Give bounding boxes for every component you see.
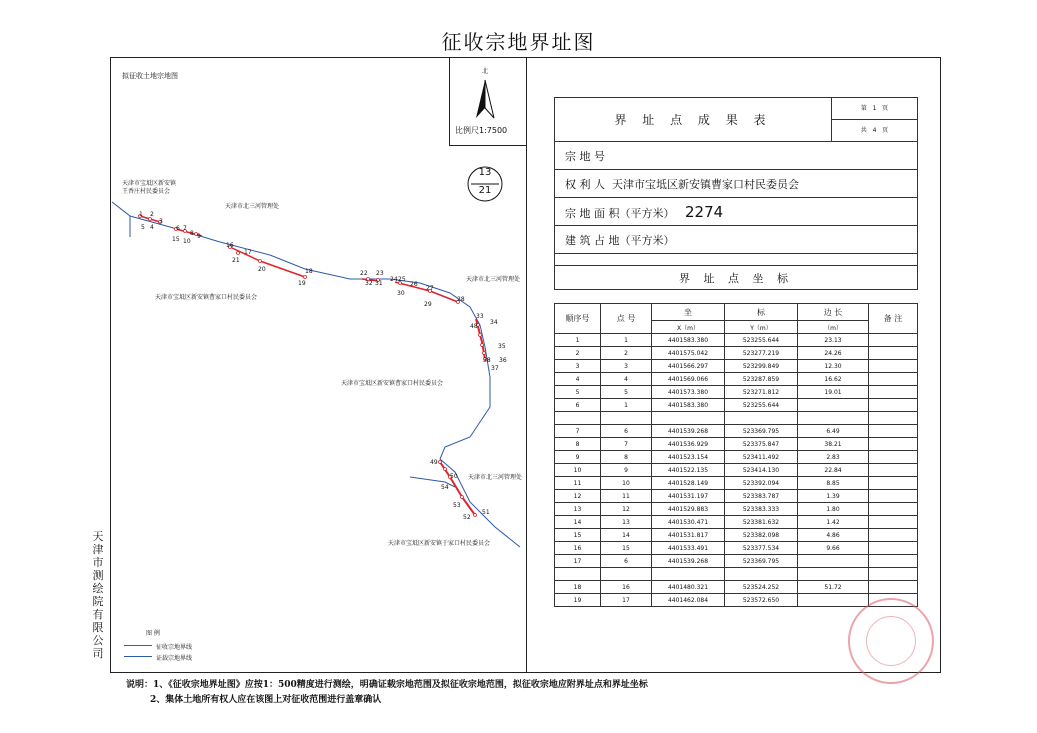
coord-cell-x: 4401573.380 bbox=[652, 386, 725, 399]
coord-cell-pt: 16 bbox=[601, 581, 652, 594]
coord-cell-x: 4401575.042 bbox=[652, 347, 725, 360]
coord-cell-pt: 13 bbox=[601, 516, 652, 529]
col-coord-a-header: 坐 bbox=[652, 304, 725, 321]
point-label: 37 bbox=[491, 365, 499, 372]
coord-cell-seq: 12 bbox=[555, 490, 601, 503]
coord-cell-seq: 6 bbox=[555, 399, 601, 412]
coord-cell-pt: 7 bbox=[601, 438, 652, 451]
area-label: 天津市宝坻区新安镇 bbox=[122, 180, 177, 187]
point-label: 31 bbox=[375, 280, 383, 287]
surveying-org-vertical: 天津市测绘院有限公司 bbox=[92, 530, 104, 660]
note-cell bbox=[869, 412, 918, 425]
coord-row bbox=[555, 516, 918, 529]
col-coord-b-header: 标 bbox=[725, 304, 798, 321]
note-cell bbox=[869, 373, 918, 386]
coord-cell-pt: 5 bbox=[601, 386, 652, 399]
coord-cell-seq: 18 bbox=[555, 581, 601, 594]
coord-cell-x: 4401536.929 bbox=[652, 438, 725, 451]
point-label: 17 bbox=[244, 249, 252, 256]
coord-cell-x: 4401531.197 bbox=[652, 490, 725, 503]
edge-length-cell: 1.42 bbox=[798, 516, 869, 529]
coord-cell-seq bbox=[555, 568, 601, 581]
coord-cell-y: 523382.098 bbox=[725, 529, 798, 542]
coord-cell-y bbox=[725, 412, 798, 425]
point-label: 28 bbox=[457, 296, 465, 303]
coord-cell-pt: 2 bbox=[601, 347, 652, 360]
coord-cell-y: 523375.847 bbox=[725, 438, 798, 451]
coord-cell-x: 4401539.268 bbox=[652, 425, 725, 438]
coord-cell-seq: 5 bbox=[555, 386, 601, 399]
point-label: 30 bbox=[397, 290, 405, 297]
coord-cell-pt bbox=[601, 412, 652, 425]
owner-value: 天津市宝坻区新安镇曹家口村民委员会 bbox=[612, 177, 799, 191]
coord-cell-pt bbox=[601, 568, 652, 581]
point-label: 10 bbox=[183, 238, 191, 245]
col-edge-header bbox=[798, 304, 869, 321]
point-label: 51 bbox=[482, 509, 490, 516]
edge-length-cell: 22.84 bbox=[798, 464, 869, 477]
col-edge-unit: （m） bbox=[798, 321, 869, 334]
parcel-no-label: 宗 地 号 bbox=[555, 142, 918, 170]
coords-title: 界 址 点 坐 标 bbox=[555, 266, 918, 290]
coord-cell-seq bbox=[555, 412, 601, 425]
edge-length-cell: 1.39 bbox=[798, 490, 869, 503]
note-cell bbox=[869, 386, 918, 399]
coord-cell-x: 4401480.321 bbox=[652, 581, 725, 594]
coord-row bbox=[555, 477, 918, 490]
coord-cell-seq: 2 bbox=[555, 347, 601, 360]
point-label: 7 bbox=[183, 225, 187, 232]
coord-cell-pt: 6 bbox=[601, 555, 652, 568]
coord-cell-pt: 9 bbox=[601, 464, 652, 477]
point-label: 52 bbox=[463, 514, 471, 521]
col-pt-header: 点 号 bbox=[601, 304, 652, 334]
edge-length-cell bbox=[798, 399, 869, 412]
area-label: 天津市北三河管理处 bbox=[466, 276, 521, 283]
point-label: 16 bbox=[226, 242, 234, 249]
point-label: 2 bbox=[150, 211, 154, 218]
point-label: 20 bbox=[258, 266, 266, 273]
point-label: 8 bbox=[190, 230, 194, 237]
edge-length-cell bbox=[798, 412, 869, 425]
coord-row bbox=[555, 347, 918, 360]
col-edge-label: 边 长 bbox=[823, 307, 843, 317]
page-label-2: 共 bbox=[860, 127, 867, 134]
coord-cell-y: 523381.632 bbox=[725, 516, 798, 529]
coord-cell-x: 4401528.149 bbox=[652, 477, 725, 490]
note-line-1: 说明：1、《征收宗地界址图》应按1：500精度进行测绘，明确证载宗地范围及拟征收宗地范围，拟征收宗地应附界址点和界址坐标 bbox=[126, 680, 648, 690]
page-unit-2: 页 bbox=[882, 127, 889, 134]
point-label: 29 bbox=[424, 301, 432, 308]
coord-cell-y: 523369.795 bbox=[725, 425, 798, 438]
point-label: 6 bbox=[176, 225, 180, 232]
area-label: 宗 地 面 积（平方米） bbox=[565, 206, 675, 220]
note-line-2: 2、集体土地所有权人应在该图上对征收范围进行盖章确认 bbox=[150, 695, 382, 705]
point-label: 21 bbox=[232, 257, 240, 264]
note-cell bbox=[869, 464, 918, 477]
coord-cell-pt: 4 bbox=[601, 373, 652, 386]
point-label: 9 bbox=[197, 233, 201, 240]
owner-row bbox=[555, 170, 918, 198]
coord-cell-x: 4401566.297 bbox=[652, 360, 725, 373]
coord-cell-x: 4401531.817 bbox=[652, 529, 725, 542]
coord-row bbox=[555, 464, 918, 477]
edge-length-cell: 6.49 bbox=[798, 425, 869, 438]
boundary-point-marker bbox=[304, 276, 307, 279]
area-label: 天津市北三河管理处 bbox=[225, 203, 280, 210]
point-label: 26 bbox=[410, 281, 418, 288]
coordinate-table bbox=[554, 303, 918, 607]
coord-cell-y: 523369.795 bbox=[725, 555, 798, 568]
note-cell bbox=[869, 399, 918, 412]
map-heading: 拟征收土地宗地图 bbox=[122, 72, 178, 80]
boundary-point-marker bbox=[444, 468, 447, 471]
boundary-point-marker bbox=[474, 514, 477, 517]
coord-cell-x bbox=[652, 568, 725, 581]
coord-cell-pt: 17 bbox=[601, 594, 652, 607]
page-info bbox=[832, 98, 918, 142]
blank-row bbox=[555, 254, 918, 266]
coord-cell-pt: 10 bbox=[601, 477, 652, 490]
coord-cell-pt: 8 bbox=[601, 451, 652, 464]
legend-swatch-red bbox=[124, 645, 152, 646]
coord-cell-seq: 19 bbox=[555, 594, 601, 607]
summary-table bbox=[554, 97, 918, 290]
point-label: 4 bbox=[150, 224, 154, 231]
coord-cell-seq: 1 bbox=[555, 334, 601, 347]
boundary-point-marker bbox=[479, 334, 482, 337]
coord-row bbox=[555, 594, 918, 607]
coord-cell-y: 523411.492 bbox=[725, 451, 798, 464]
boundary-point-marker bbox=[259, 260, 262, 263]
point-label: 24 bbox=[390, 276, 398, 283]
note-cell bbox=[869, 477, 918, 490]
coord-cell-seq: 9 bbox=[555, 451, 601, 464]
point-label: 18 bbox=[305, 268, 313, 275]
coord-cell-y: 523255.644 bbox=[725, 399, 798, 412]
point-label: 1 bbox=[139, 211, 143, 218]
coord-cell-y: 523414.130 bbox=[725, 464, 798, 477]
legend-swatch-blue bbox=[124, 656, 152, 657]
coord-cell-y: 523277.219 bbox=[725, 347, 798, 360]
coord-cell-seq: 3 bbox=[555, 360, 601, 373]
note-cell bbox=[869, 347, 918, 360]
coord-row bbox=[555, 490, 918, 503]
edge-length-cell bbox=[798, 555, 869, 568]
point-label: 15 bbox=[172, 236, 180, 243]
edge-length-cell: 9.66 bbox=[798, 542, 869, 555]
coord-cell-pt: 11 bbox=[601, 490, 652, 503]
note-cell bbox=[869, 360, 918, 373]
coord-row bbox=[555, 529, 918, 542]
coord-row bbox=[555, 373, 918, 386]
frame-divider bbox=[526, 57, 527, 673]
edge-length-cell: 19.01 bbox=[798, 386, 869, 399]
certified-boundary-line bbox=[112, 202, 523, 547]
edge-length-cell: 38.21 bbox=[798, 438, 869, 451]
coord-cell-x: 4401523.154 bbox=[652, 451, 725, 464]
coord-cell-seq: 14 bbox=[555, 516, 601, 529]
boundary-point-marker bbox=[439, 461, 442, 464]
point-label: 32 bbox=[365, 280, 373, 287]
boundary-point-marker bbox=[237, 252, 240, 255]
page-unit-1: 页 bbox=[882, 105, 889, 112]
col-note-header: 备 注 bbox=[869, 304, 918, 334]
point-label: 5 bbox=[141, 224, 145, 231]
edge-length-cell: 1.80 bbox=[798, 503, 869, 516]
page-total: 4 bbox=[872, 127, 877, 134]
coord-cell-seq: 10 bbox=[555, 464, 601, 477]
coord-cell-x: 4401569.066 bbox=[652, 373, 725, 386]
legend-title: 图 例 bbox=[146, 630, 160, 637]
coord-cell-seq: 7 bbox=[555, 425, 601, 438]
point-label: 25 bbox=[398, 276, 406, 283]
coord-cell-seq: 11 bbox=[555, 477, 601, 490]
page-number: 1 bbox=[872, 105, 877, 112]
coord-cell-pt: 1 bbox=[601, 399, 652, 412]
coord-row bbox=[555, 386, 918, 399]
coord-cell-y: 523383.787 bbox=[725, 490, 798, 503]
coord-cell-x: 4401530.471 bbox=[652, 516, 725, 529]
building-area-label: 建 筑 占 地（平方米） bbox=[555, 226, 918, 254]
coord-cell-seq: 15 bbox=[555, 529, 601, 542]
coord-row bbox=[555, 568, 918, 581]
seal-stamp-inner bbox=[866, 616, 916, 666]
coord-cell-pt: 3 bbox=[601, 360, 652, 373]
coord-cell-x: 4401522.135 bbox=[652, 464, 725, 477]
note-cell bbox=[869, 555, 918, 568]
edge-length-cell: 51.72 bbox=[798, 581, 869, 594]
point-label: 53 bbox=[453, 502, 461, 509]
boundary-point-marker bbox=[483, 352, 486, 355]
coord-cell-pt: 15 bbox=[601, 542, 652, 555]
point-label: 34 bbox=[490, 319, 498, 326]
area-label: 天津市北三河管理处 bbox=[468, 474, 523, 481]
coord-row bbox=[555, 503, 918, 516]
coord-cell-seq: 16 bbox=[555, 542, 601, 555]
note-cell bbox=[869, 581, 918, 594]
summary-title: 界 址 点 成 果 表 bbox=[555, 98, 832, 142]
coord-cell-x: 4401533.491 bbox=[652, 542, 725, 555]
note-cell bbox=[869, 334, 918, 347]
coord-cell-x: 4401583.380 bbox=[652, 399, 725, 412]
point-label: 35 bbox=[498, 343, 506, 350]
coord-cell-pt: 6 bbox=[601, 425, 652, 438]
parcel-map bbox=[110, 57, 526, 673]
note-cell bbox=[869, 490, 918, 503]
scale-label: 比例尺1:7500 bbox=[455, 126, 508, 135]
coord-cell-seq: 8 bbox=[555, 438, 601, 451]
coord-row bbox=[555, 581, 918, 594]
note-cell bbox=[869, 438, 918, 451]
coord-row bbox=[555, 451, 918, 464]
coord-cell-y: 523572.650 bbox=[725, 594, 798, 607]
boundary-point-marker bbox=[461, 496, 464, 499]
sheet-number-bottom: 21 bbox=[478, 185, 492, 196]
coord-row bbox=[555, 555, 918, 568]
coord-cell-y: 523271.812 bbox=[725, 386, 798, 399]
area-value: 2274 bbox=[685, 202, 724, 221]
page-label-1: 第 bbox=[860, 105, 867, 112]
edge-length-cell: 4.86 bbox=[798, 529, 869, 542]
note-cell bbox=[869, 516, 918, 529]
coord-cell-seq: 17 bbox=[555, 555, 601, 568]
coord-cell-x bbox=[652, 412, 725, 425]
point-label: 23 bbox=[376, 270, 384, 277]
point-label: 54 bbox=[441, 484, 449, 491]
edge-length-cell bbox=[798, 568, 869, 581]
coord-cell-x: 4401583.380 bbox=[652, 334, 725, 347]
edge-length-cell: 23.13 bbox=[798, 334, 869, 347]
edge-length-cell: 8.85 bbox=[798, 477, 869, 490]
edge-length-cell: 16.62 bbox=[798, 373, 869, 386]
coord-row bbox=[555, 412, 918, 425]
coord-cell-y: 523287.859 bbox=[725, 373, 798, 386]
note-cell bbox=[869, 542, 918, 555]
coord-row bbox=[555, 438, 918, 451]
point-label: 3 bbox=[159, 218, 163, 225]
area-label: 天津市宝坻区新安镇曹家口村民委员会 bbox=[341, 380, 444, 387]
area-label: 天津市宝坻区新安镇于家口村民委员会 bbox=[388, 540, 491, 547]
coord-cell-y: 523299.849 bbox=[725, 360, 798, 373]
boundary-point-marker bbox=[481, 344, 484, 347]
col-seq-header: 顺序号 bbox=[555, 304, 601, 334]
edge-length-cell: 2.83 bbox=[798, 451, 869, 464]
coord-cell-x: 4401462.084 bbox=[652, 594, 725, 607]
point-label: 19 bbox=[298, 280, 306, 287]
coord-cell-x: 4401529.883 bbox=[652, 503, 725, 516]
area-label: 王香庄村民委员会 bbox=[122, 188, 171, 195]
coord-row bbox=[555, 334, 918, 347]
edge-length-cell: 24.26 bbox=[798, 347, 869, 360]
point-label: 33 bbox=[476, 313, 484, 320]
coord-cell-pt: 14 bbox=[601, 529, 652, 542]
point-label: 50 bbox=[450, 473, 458, 480]
point-label: 27 bbox=[426, 285, 434, 292]
coord-cell-y: 523524.252 bbox=[725, 581, 798, 594]
coord-cell-y: 523383.333 bbox=[725, 503, 798, 516]
note-cell bbox=[869, 568, 918, 581]
note-cell bbox=[869, 451, 918, 464]
coord-cell-y: 523255.644 bbox=[725, 334, 798, 347]
coord-row bbox=[555, 542, 918, 555]
expropriation-boundary-line bbox=[230, 247, 305, 277]
coord-cell-seq: 4 bbox=[555, 373, 601, 386]
coord-cell-seq: 13 bbox=[555, 503, 601, 516]
point-label: 22 bbox=[360, 270, 368, 277]
area-label: 天津市宝坻区新安镇曹家口村民委员会 bbox=[155, 294, 258, 301]
page-title: 征收宗地界址图 bbox=[441, 30, 596, 54]
coord-cell-x: 4401539.268 bbox=[652, 555, 725, 568]
note-cell bbox=[869, 425, 918, 438]
coord-cell-pt: 1 bbox=[601, 334, 652, 347]
point-label: 49 bbox=[430, 459, 438, 466]
area-row bbox=[555, 198, 918, 226]
legend-label: 征收宗地界线 bbox=[156, 644, 193, 651]
sheet-number-top: 13 bbox=[478, 167, 492, 178]
owner-label: 权 利 人 bbox=[565, 177, 605, 191]
point-label: 38 bbox=[483, 357, 491, 364]
coord-cell-pt: 12 bbox=[601, 503, 652, 516]
point-label: 36 bbox=[499, 357, 507, 364]
point-label: 48 bbox=[470, 323, 478, 330]
note-cell bbox=[869, 529, 918, 542]
coord-cell-y: 523392.094 bbox=[725, 477, 798, 490]
col-x-header: X（m） bbox=[652, 321, 725, 334]
coord-row bbox=[555, 425, 918, 438]
edge-length-cell bbox=[798, 594, 869, 607]
legend-label: 证载宗地界线 bbox=[156, 655, 193, 662]
edge-length-cell: 12.30 bbox=[798, 360, 869, 373]
note-cell bbox=[869, 503, 918, 516]
coord-row bbox=[555, 399, 918, 412]
north-label: 北 bbox=[482, 68, 489, 75]
coord-cell-y bbox=[725, 568, 798, 581]
coord-cell-y: 523377.534 bbox=[725, 542, 798, 555]
col-y-header: Y（m） bbox=[725, 321, 798, 334]
coord-row bbox=[555, 360, 918, 373]
